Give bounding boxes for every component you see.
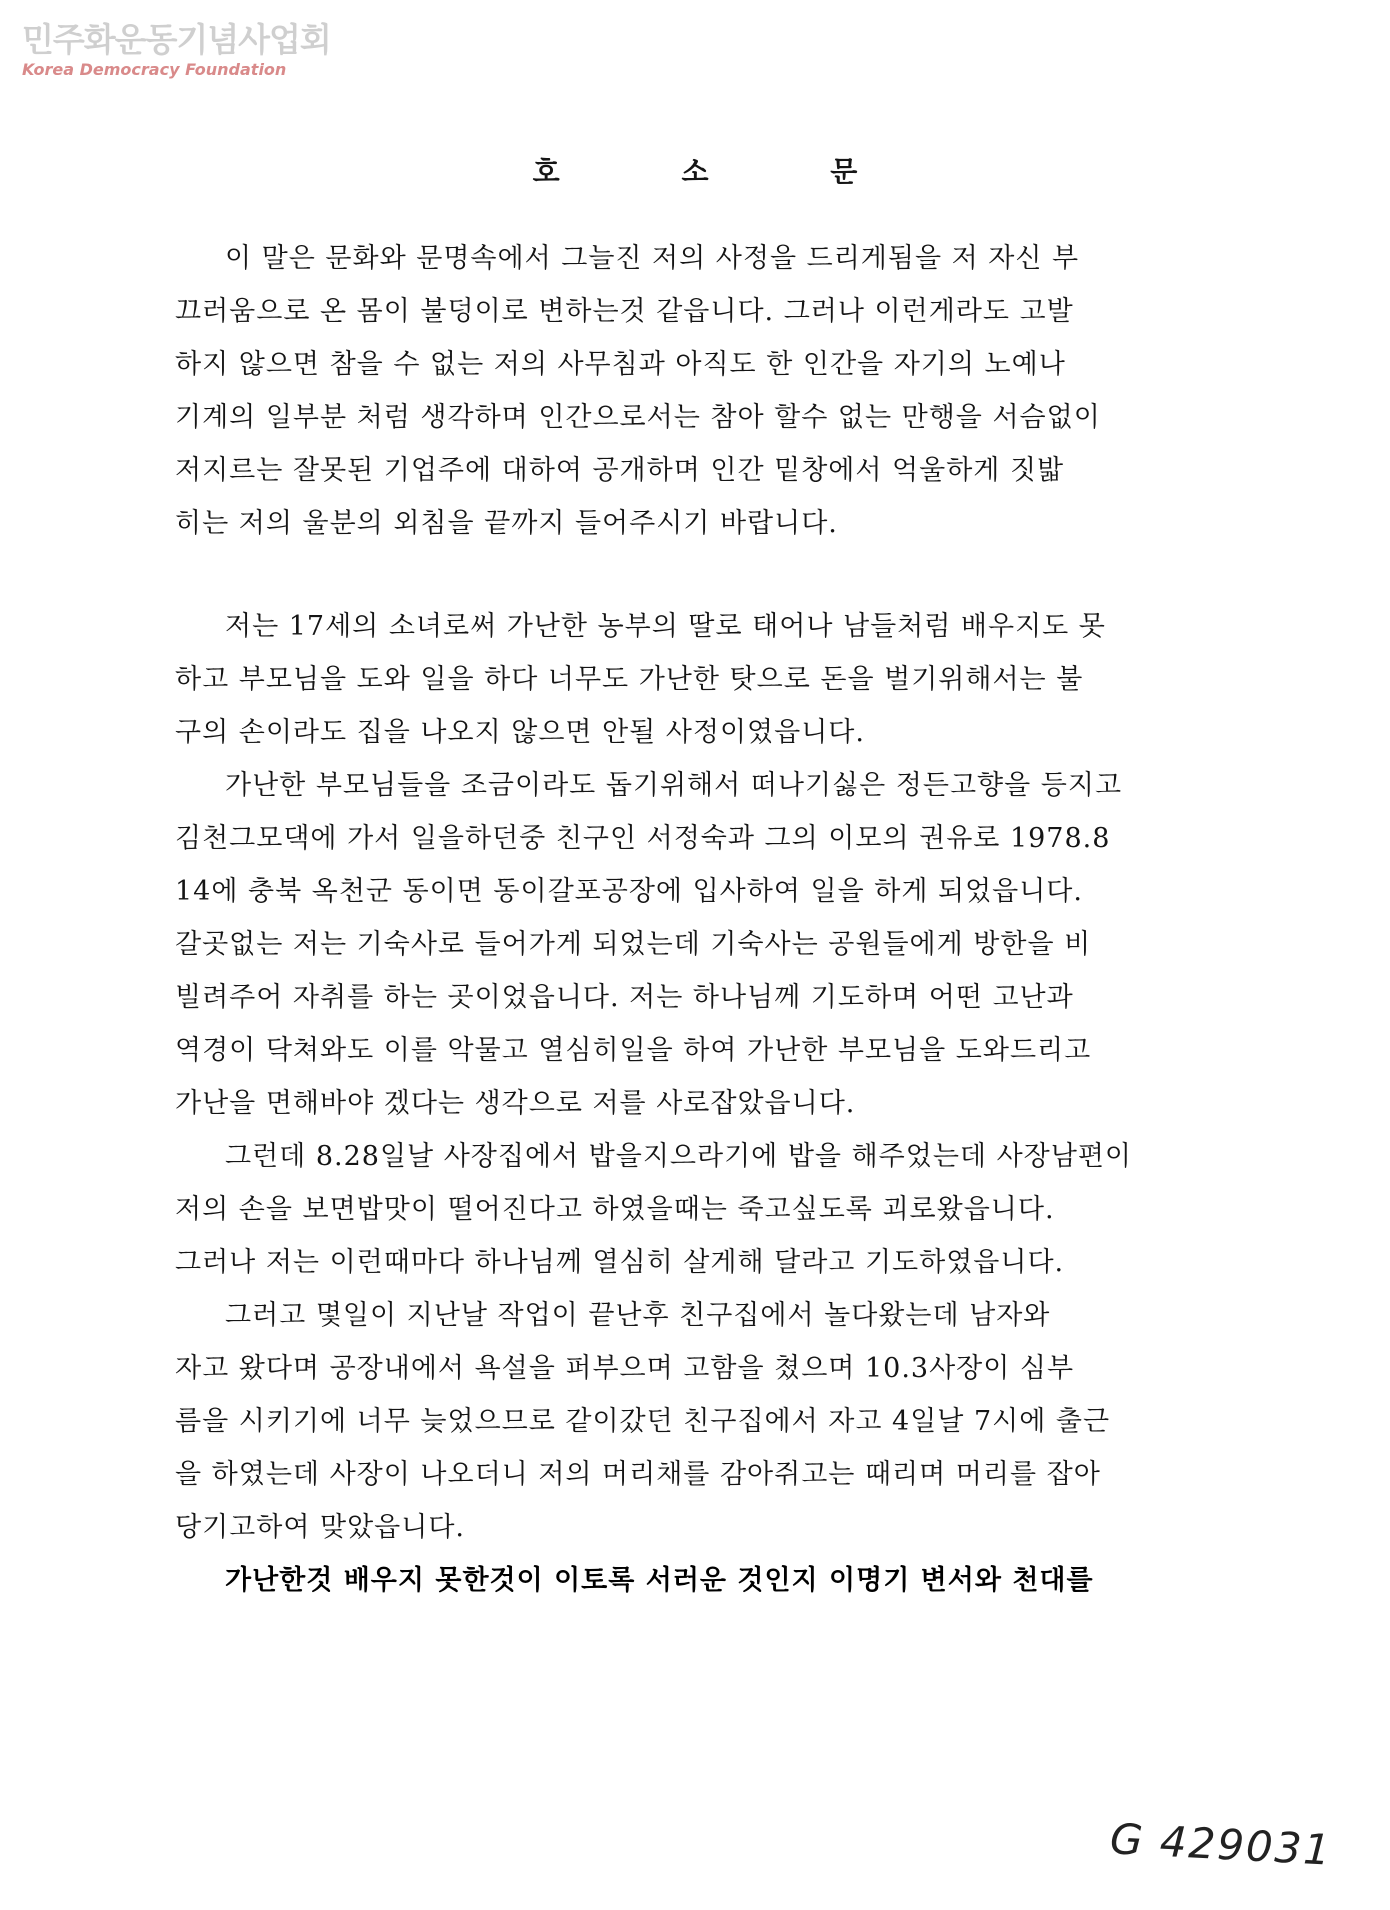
paragraph (175, 759, 1245, 1130)
text-line: 자고 왔다며 공장내에서 욕설을 퍼부으며 고함을 쳤으며 10.3사장이 심부 (175, 1353, 1075, 1384)
text-line: 그러고 몇일이 지난날 작업이 끝난후 친구집에서 놀다왔는데 남자와 (225, 1300, 1051, 1331)
text-line: 기계의 일부분 처럼 생각하며 인간으로서는 참아 할수 없는 만행을 서슴없이 (175, 402, 1101, 433)
text-line: 하고 부모님을 도와 일을 하다 너무도 가난한 탓으로 돈을 벌기위해서는 불 (175, 664, 1084, 695)
watermark-english: Korea Democracy Foundation (22, 60, 287, 79)
text-line: 끄러움으로 온 몸이 불덩이로 변하는것 같읍니다. 그러나 이런게라도 고발 (175, 296, 1074, 327)
handwritten-note: G 429031 (1108, 1814, 1334, 1875)
paragraph (175, 1130, 1245, 1289)
text-line: 14에 충북 옥천군 동이면 동이갈포공장에 입사하여 일을 하게 되었읍니다. (175, 876, 1083, 907)
text-line: 당기고하여 맞았읍니다. (175, 1512, 465, 1543)
text-line: 름을 시키기에 너무 늦었으므로 같이갔던 친구집에서 자고 4일날 7시에 출근 (175, 1406, 1111, 1437)
text-line: 저지르는 잘못된 기업주에 대하여 공개하며 인간 밑창에서 억울하게 짓밟 (175, 455, 1065, 486)
text-line: 빌려주어 자취를 하는 곳이었읍니다. 저는 하나님께 기도하며 어떤 고난과 (175, 982, 1074, 1013)
paragraph (175, 1554, 1245, 1607)
text-line: 하지 않으면 참을 수 없는 저의 사무침과 아직도 한 인간을 자기의 노예나 (175, 349, 1066, 380)
document-body (175, 232, 1245, 1607)
text-line: 역경이 닥쳐와도 이를 악물고 열심히일을 하여 가난한 부모님을 도와드리고 (175, 1035, 1092, 1066)
text-line: 히는 저의 울분의 외침을 끝까지 들어주시기 바랍니다. (175, 508, 838, 539)
paragraph (175, 232, 1245, 550)
text-line: 이 말은 문화와 문명속에서 그늘진 저의 사정을 드리게됨을 저 자신 부 (225, 243, 1080, 274)
text-line: 구의 손이라도 집을 나오지 않으면 안될 사정이였읍니다. (175, 717, 865, 748)
text-line: 김천그모댁에 가서 일을하던중 친구인 서정숙과 그의 이모의 권유로 1978.8 (175, 823, 1111, 854)
text-line: 가난한 부모님들을 조금이라도 돕기위해서 떠나기싫은 정든고향을 등지고 (225, 770, 1123, 801)
paragraph (175, 1289, 1245, 1554)
text-line: 그러나 저는 이런때마다 하나님께 열심히 살게해 달라고 기도하였읍니다. (175, 1247, 1065, 1278)
paragraph (175, 600, 1245, 759)
watermark (22, 20, 331, 80)
watermark-korean: 민주화운동기념사업회 (22, 20, 331, 59)
text-line: 그런데 8.28일날 사장집에서 밥을지으라기에 밥을 해주었는데 사장남편이 (225, 1141, 1132, 1172)
paragraph-gap (175, 550, 1245, 600)
text-line: 저는 17세의 소녀로써 가난한 농부의 딸로 태어나 남들처럼 배우지도 못 (225, 611, 1106, 642)
document-title: 호 소 문 (532, 155, 914, 188)
text-line: 저의 손을 보면밥맛이 떨어진다고 하였을때는 죽고싶도록 괴로왔읍니다. (175, 1194, 1055, 1225)
text-line: 가난한것 배우지 못한것이 이토록 서러운 것인지 이명기 변서와 천대를 (225, 1565, 1094, 1596)
text-line: 가난을 면해바야 겠다는 생각으로 저를 사로잡았읍니다. (175, 1088, 856, 1119)
text-line: 갈곳없는 저는 기숙사로 들어가게 되었는데 기숙사는 공원들에게 방한을 비 (175, 929, 1092, 960)
text-line: 을 하였는데 사장이 나오더니 저의 머리채를 감아쥐고는 때리며 머리를 잡아 (175, 1459, 1101, 1490)
